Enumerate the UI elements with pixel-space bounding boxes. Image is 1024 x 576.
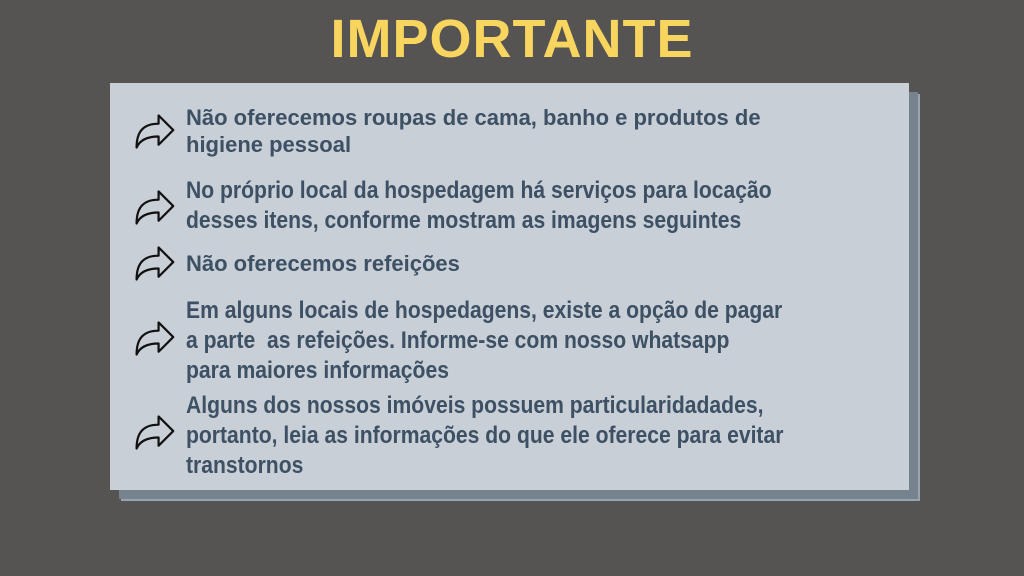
bullet-line: desses itens, conforme mostram as imagens seguintes (186, 207, 742, 234)
bullet-line: Não oferecemos refeições (186, 250, 460, 276)
bullet-line: Não oferecemos roupas de cama, banho e produtos de (186, 105, 761, 130)
curved-arrow-icon (132, 318, 176, 358)
curved-arrow-icon (132, 412, 176, 452)
bullet-line: Alguns dos nossos imóveis possuem particularidadades, (186, 392, 764, 419)
bullet-text (186, 104, 761, 158)
bullet-text (186, 297, 864, 387)
curved-arrow-icon (132, 187, 176, 227)
bullet-text (186, 392, 865, 482)
bullet-item (132, 104, 761, 158)
bullet-line: higiene pessoal (186, 132, 352, 157)
bullet-item (132, 392, 865, 482)
bullet-item (132, 297, 864, 387)
bullet-text (186, 177, 852, 237)
bullet-line: Em alguns locais de hospedagens, existe a opção de pagar (186, 297, 783, 324)
bullet-line: a parte as refeições. Informe-se com nosso whatsapp (186, 327, 730, 354)
bullet-text (186, 250, 460, 277)
info-card (110, 83, 909, 490)
bullet-line: transtornos (186, 452, 304, 479)
bullet-item (132, 243, 460, 283)
bullet-line: para maiores informações (186, 357, 449, 384)
curved-arrow-icon (132, 243, 176, 283)
curved-arrow-icon (132, 111, 176, 151)
bullet-line: portanto, leia as informações do que ele oferece para evitar (186, 422, 784, 449)
bullet-line: No próprio local da hospedagem há serviços para locação (186, 177, 772, 204)
page-title: IMPORTANTE (330, 9, 694, 69)
bullet-item (132, 177, 852, 237)
